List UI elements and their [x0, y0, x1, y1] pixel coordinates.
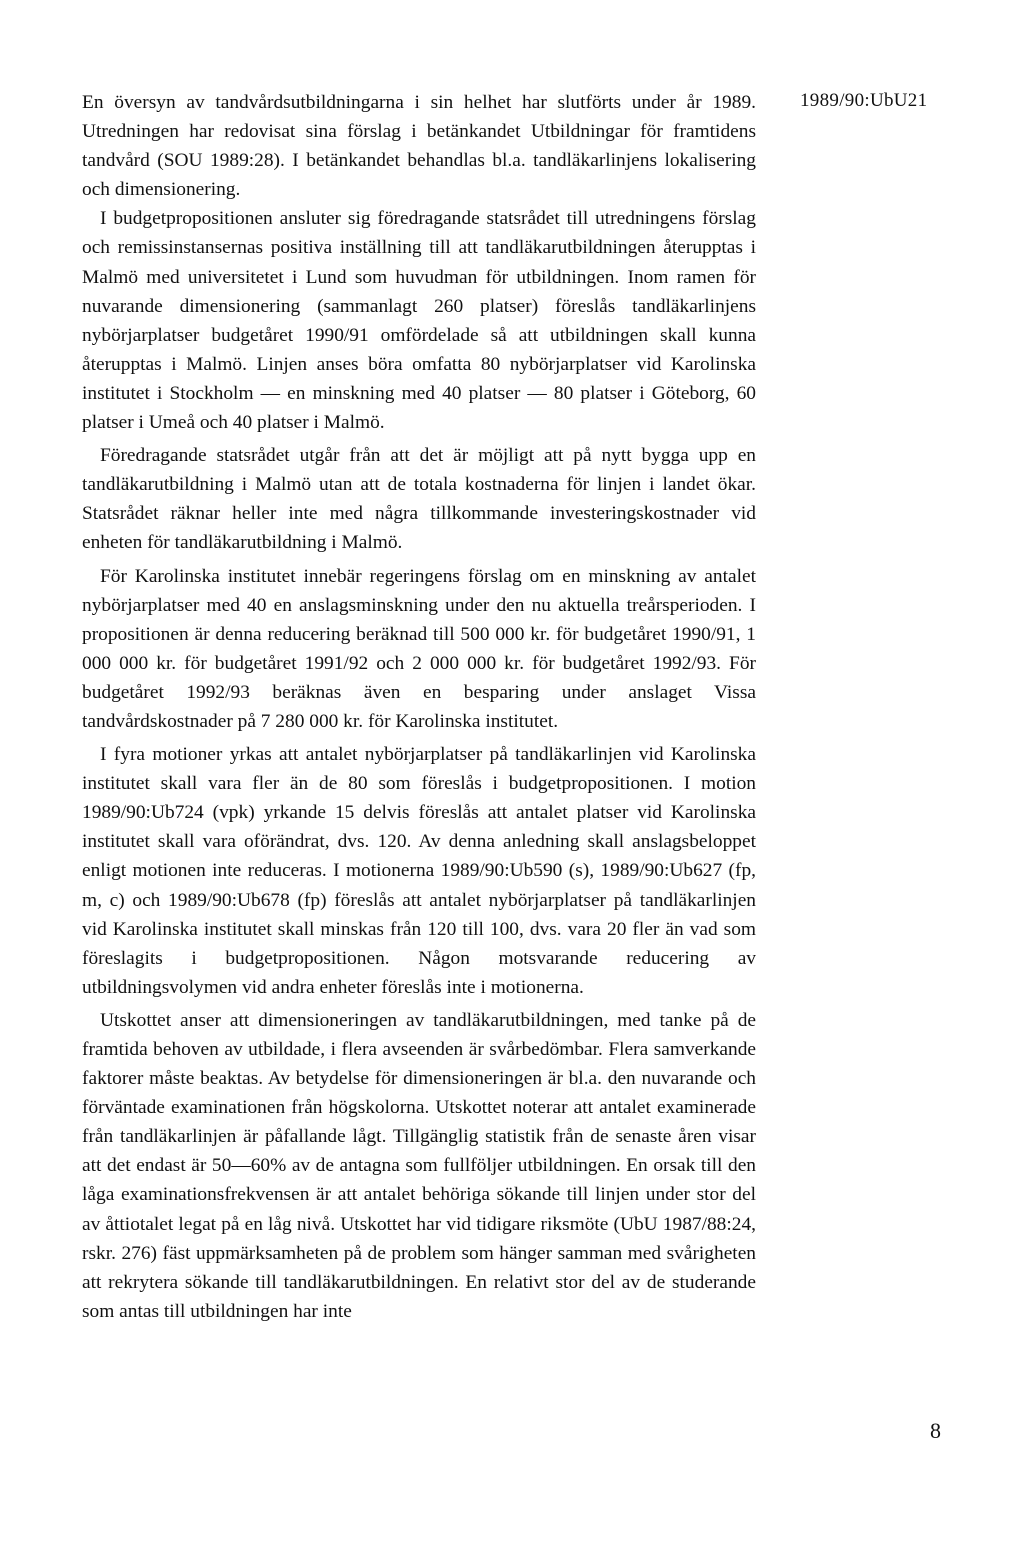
paragraph-committee-view: Utskottet anser att dimensioneringen av tandläkarutbildningen, med tanke på de framtida behoven av utbildade, i flera avseenden är svårbedömbar. Flera samverkande faktorer måste beaktas. Av betydelse för dimensioneringen är bl.a. den nuvarande och förväntade examinationen från högskolorna. Utskottet noterar att antalet examinerade från tandläkarlinjen är påfallande lågt. Tillgänglig statistik från de senaste åren visar att det endast är 50—60% av de antagna som fullföljer utbildningen. En orsak till den låga examinationsfrekvensen är att antalet behöriga sökande till linjen under stor del av åttiotalet legat på en låg nivå. Utskottet har vid tidigare riksmöte (UbU 1987/88:24, rskr. 276) fäst uppmärksamheten på de problem som hänger samman med svårigheten att rekrytera sökande till tandläkarutbildningen. En relativt stor del av de studerande som antas till utbildningen har inte [82, 1009, 756, 1322]
page-number: 8 [930, 1418, 941, 1443]
paragraph-motions: I fyra motioner yrkas att antalet nybörjarplatser på tandläkarlinjen vid Karolinska institutet skall vara fler än de 80 som föreslås i budgetpropositionen. I motion 1989/90:Ub724 (vpk) yrkande 15 delvis föreslås att antalet platser vid Karolinska institutet skall vara oförändrat, dvs. 120. Av denna anledning skall anslagsbeloppet enligt motionen inte reduceras. I motionerna 1989/90:Ub590 (s), 1989/90:Ub627 (fp, m, c) och 1989/90:Ub678 (fp) föreslås att antalet nybörjarplatser på tandläkarlinjen vid Karolinska institutet skall minskas från 120 till 100, dvs. vara 20 fler än vad som föreslagits i budgetpropositionen. Någon motsvarande reducering av utbildningsvolymen vid andra enheter föreslås inte i motionerna. [82, 744, 756, 998]
paragraph-karolinska: För Karolinska institutet innebär regeringens förslag om en minskning av antalet nybörjarplatser med 40 en anslagsminskning under den nu aktuella treårsperioden. I propositionen är denna reducering beräknad till 500 000 kr. för budgetåret 1990/91, 1 000 000 kr. för budgetåret 1991/92 och 2 000 000 kr. för budgetåret 1992/93. För budgetåret 1992/93 beräknas även en besparing under anslaget Vissa tandvårdskostnader på 7 280 000 kr. för Karolinska institutet. [82, 565, 756, 732]
paragraph-minister-view: Föredragande statsrådet utgår från att det är möjligt att på nytt bygga upp en tandläkarutbildning i Malmö utan att de totala kostnaderna för linjen i landet ökar. Statsrådet räknar heller inte med några tillkommande investeringskostnader vid enheten för tandläkarutbildning i Malmö. [82, 445, 756, 554]
paragraph-overview: En översyn av tandvårdsutbildningarna i sin helhet har slutförts under år 1989. Utredningen har redovisat sina förslag i betänkandet Utbildningar för framtidens tandvård (SOU 1989:28). I betänkandet behandlas bl.a. tandläkarlinjens lokalisering och dimensionering. [82, 92, 756, 201]
paragraph-budget-proposition: I budgetpropositionen ansluter sig föredragande statsrådet till utredningens förslag och remissinstansernas positiva inställning till att tandläkarutbildningen återupptas i Malmö med universitetet i Lund som huvudman för utbildningen. Inom ramen för nuvarande dimensionering (sammanlagt 260 platser) föreslås tandläkarlinjens nybörjarplatser budgetåret 1990/91 omfördelade så att utbildningen skall kunna återupptas i Malmö. Linjen anses böra omfatta 80 nybörjarplatser vid Karolinska institutet i Stockholm — en minskning med 40 platser — 80 platser i Göteborg, 60 platser i Umeå och 40 platser i Malmö. [82, 208, 756, 434]
body-text [82, 88, 756, 1326]
document-reference: 1989/90:UbU21 [800, 90, 928, 111]
